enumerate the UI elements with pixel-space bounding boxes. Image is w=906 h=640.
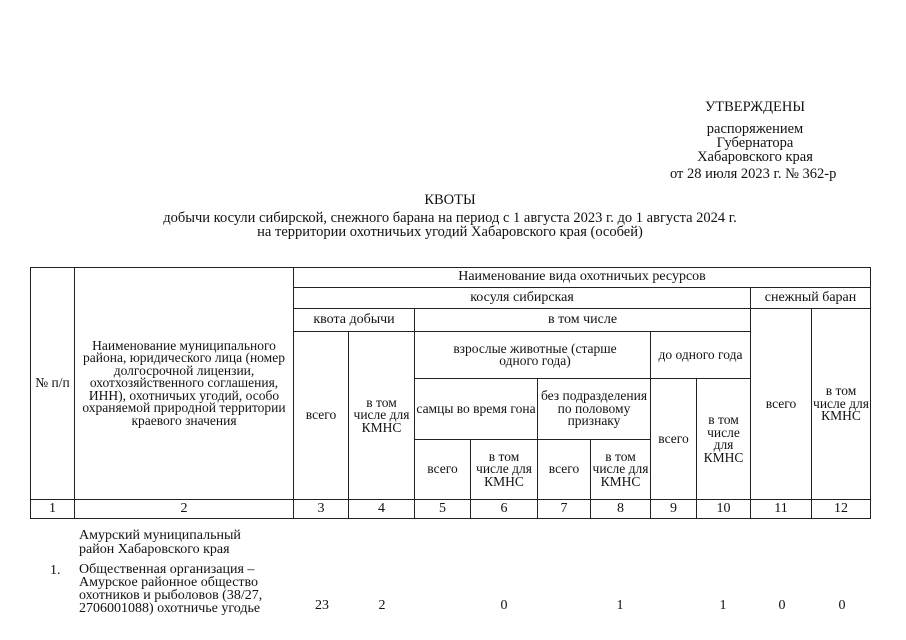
col-number-11: 11 <box>774 500 788 516</box>
header-col-no: № п/п <box>35 375 70 391</box>
district-name: Амурский муниципальный район Хабаровского края <box>79 528 241 557</box>
col-number-3: 3 <box>317 500 325 516</box>
row-value-c4: 2 <box>378 598 386 613</box>
header-nosex-total: всего <box>548 461 580 477</box>
header-quota-kmns: в том числе для КМНС <box>353 394 410 435</box>
approval-line4: от 28 июля 2023 г. № 362-р <box>670 166 837 182</box>
header-adults: взрослые животные (старше одного года) <box>453 340 617 368</box>
header-incl: в том числе <box>547 311 618 327</box>
header-quota-total: всего <box>305 407 337 423</box>
approval-title: УТВЕРЖДЕНЫ <box>704 99 806 115</box>
col-number-6: 6 <box>500 500 508 516</box>
header-resources: Наименование вида охотничьих ресурсов <box>458 268 706 284</box>
header-sheep: снежный баран <box>764 289 857 305</box>
approval-line2: Губернатора <box>716 135 794 151</box>
row-name: Общественная организация – Амурское районное общество охотников и рыболовов (38/27, 2706001088) охотничье угодье <box>79 562 263 616</box>
col-number-5: 5 <box>439 500 446 516</box>
col-number-10: 10 <box>716 500 731 516</box>
header-males-total: всего <box>427 461 458 477</box>
row-value-c10: 1 <box>719 598 727 613</box>
col-number-8: 8 <box>617 500 624 516</box>
header-nosex: без подразделения по половому признаку <box>540 388 648 429</box>
row-value-c8: 1 <box>616 598 624 613</box>
col-number-9: 9 <box>670 500 677 516</box>
doc-title: КВОТЫ <box>424 192 476 208</box>
header-roe: косуля сибирская <box>470 289 574 305</box>
col-number-2: 2 <box>180 500 188 516</box>
doc-subtitle-2: на территории охотничьих угодий Хабаровского края (особей) <box>257 224 643 240</box>
row-value-c6: 0 <box>500 598 508 613</box>
approval-line1: распоряжением <box>706 121 804 137</box>
header-under-total: всего <box>658 430 689 446</box>
row-value-c11: 0 <box>778 598 786 613</box>
approval-line3: Хабаровского края <box>697 149 813 165</box>
row-number: 1. <box>50 563 61 578</box>
col-number-12: 12 <box>834 500 848 516</box>
col-number-7: 7 <box>560 500 568 516</box>
header-under-kmns: в том числе для КМНС <box>703 412 744 465</box>
header-quota: квота добычи <box>313 311 395 327</box>
header-males: самцы во время гона <box>416 400 536 416</box>
header-sheep-kmns: в том числе для КМНС <box>813 383 869 424</box>
header-males-kmns: в том числе для КМНС <box>476 448 532 489</box>
row-value-c3: 23 <box>315 598 329 613</box>
doc-subtitle-1: добычи косули сибирской, снежного барана на период с 1 августа 2023 г. до 1 августа 2024 г. <box>163 210 737 226</box>
col-number-4: 4 <box>378 500 385 516</box>
header-col-name: Наименование муниципального района, юридического лица (номер долгосрочной лицензии, охотхозяйственного соглашения, ИНН), охотничьих угодий, особо охраняемой природной территории краевого значения <box>82 337 286 428</box>
header-nosex-kmns: в том числе для КМНС <box>592 448 649 489</box>
header-sheep-total: всего <box>765 395 797 411</box>
row-value-c12: 0 <box>838 598 846 613</box>
header-under: до одного года <box>658 346 743 362</box>
col-number-1: 1 <box>49 500 56 516</box>
